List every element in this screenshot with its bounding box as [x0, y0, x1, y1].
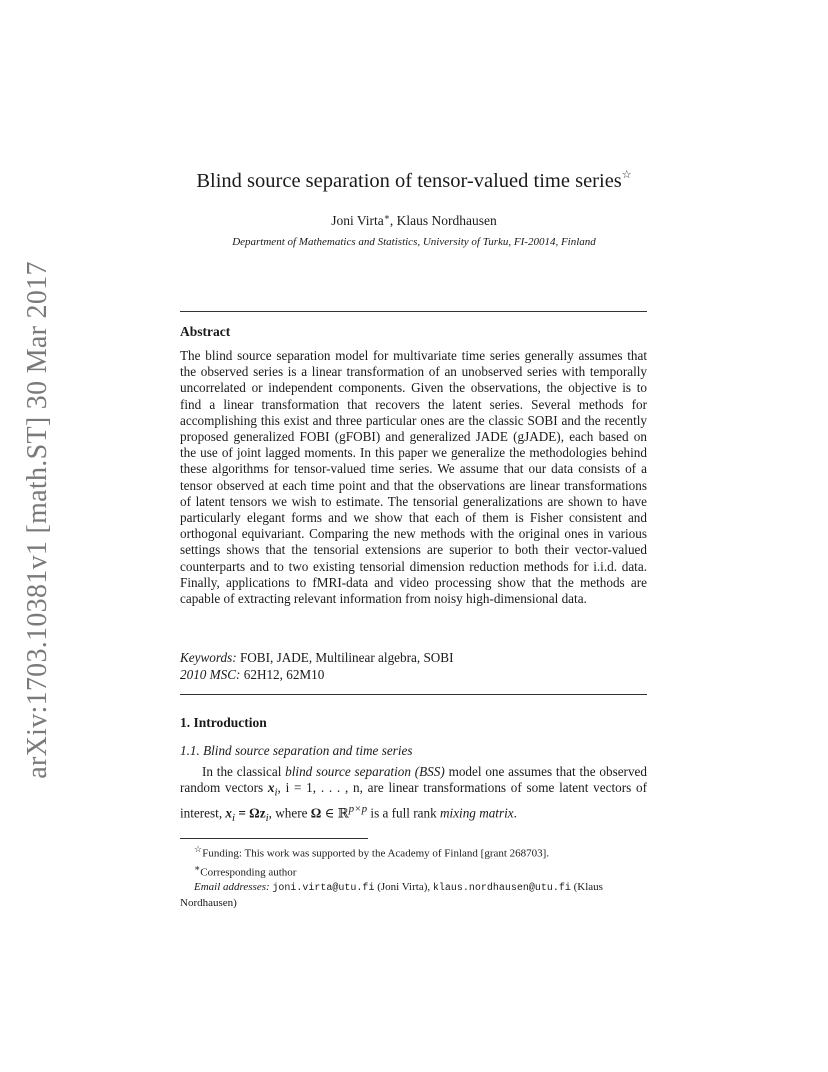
top-divider	[180, 311, 647, 312]
author-footnote-mark: ∗	[383, 212, 390, 222]
footnote-divider	[180, 838, 368, 839]
footnote-text: (Joni Virta),	[374, 880, 433, 893]
keywords-block	[180, 650, 647, 683]
math-superscript: p×p	[348, 803, 368, 816]
text-run: is a full rank	[367, 805, 440, 821]
footnotes	[180, 842, 647, 910]
section-heading: 1. Introduction	[180, 715, 267, 730]
footnote-mark: ∗	[194, 862, 201, 873]
emphasis-mixing-matrix: mixing matrix	[440, 805, 514, 821]
emphasis-bss: blind source separation (BSS)	[285, 764, 445, 779]
footnote-funding	[180, 842, 647, 861]
intro-paragraph	[180, 764, 647, 826]
math-x: x	[225, 805, 233, 821]
abstract-heading: Abstract	[180, 324, 231, 339]
keywords-value: FOBI, JADE, Multilinear algebra, SOBI	[239, 650, 454, 665]
author-name: Klaus Nordhausen	[396, 213, 497, 228]
paper-title	[180, 168, 648, 193]
title-text: Blind source separation of tensor-valued time series	[196, 170, 622, 192]
math-in-reals: ∈ ℝ	[321, 805, 349, 821]
subsection-heading: 1.1. Blind source separation and time series	[180, 743, 413, 758]
text-run: In the classical	[202, 764, 286, 779]
email-link[interactable]: joni.virta@utu.fi	[272, 882, 375, 894]
msc-line	[180, 667, 647, 684]
title-footnote-mark: ☆	[621, 169, 632, 181]
math-omega-z: = Ωz	[235, 805, 266, 821]
footnote-text: Corresponding author	[200, 866, 297, 879]
math-subscript: i	[265, 812, 269, 825]
keywords-label: Keywords:	[180, 650, 237, 665]
footnote-text: Funding: This work was supported by the Academy of Finland [grant 268703].	[202, 847, 550, 860]
abstract-text: The blind source separation model for multivariate time series generally assumes that the observed series is a linear transformation of an unobserved series with temporally uncorrelated or independent components. Given the observations, the objective is to find a linear transformation that recovers the latent series. Several methods for accomplishing this exist and three particular ones are the classic SOBI and the recently proposed generalized FOBI (gFOBI) and generalized JADE (gJADE), each based on the use of joint lagged moments. In this paper we generalize the methodologies behind these algorithms for tensor-valued time series. We assume that our data consists of a tensor observed at each time point and that the observations are linear transformations of latent tensors we wish to estimate. The tensorial generalizations are shown to have particularly elegant forms and we show that each of them is Fisher consistent and orthogonal equivariant. Comparing the new methods with the original ones in various settings shows that the tensorial extensions are superior to both their vector-valued counterparts and to two existing tensorial dimension reduction methods for i.i.d. data. Finally, applications to fMRI-data and video processing show that the methods are capable of extracting relevant information from noisy high-dimensional data.	[180, 348, 647, 607]
text-run: , i = 1, . . . , n, are linear transformations of some latent vectors of interest,	[180, 780, 647, 821]
author-separator: ,	[389, 213, 397, 228]
footnote-text: (Klaus Nordhausen)	[180, 880, 603, 909]
footnote-emails	[180, 880, 647, 910]
bottom-divider	[180, 694, 647, 695]
author-name: Joni Virta	[331, 213, 384, 228]
text-run: , where	[268, 805, 311, 821]
email-link[interactable]: klaus.nordhausen@utu.fi	[432, 882, 571, 894]
msc-label: 2010 MSC:	[180, 666, 241, 682]
msc-value: 62H12, 62M10	[243, 666, 325, 682]
text-run: .	[513, 805, 517, 821]
keywords-line	[180, 650, 647, 667]
math-subscript: i	[274, 786, 278, 799]
footnote-mark: ☆	[194, 844, 203, 854]
author-list	[180, 212, 648, 229]
math-omega: Ω	[310, 805, 322, 821]
email-label: Email addresses:	[194, 880, 270, 893]
text-run: model one assumes that the observed random vectors	[180, 764, 647, 796]
footnote-corresponding	[180, 861, 647, 880]
affiliation: Department of Mathematics and Statistics, University of Turku, FI-20014, Finland	[232, 236, 596, 248]
math-subscript: i	[232, 812, 236, 825]
math-x: x	[267, 780, 275, 796]
arxiv-stamp: arXiv:1703.10381v1 [math.ST] 30 Mar 2017	[22, 261, 53, 779]
